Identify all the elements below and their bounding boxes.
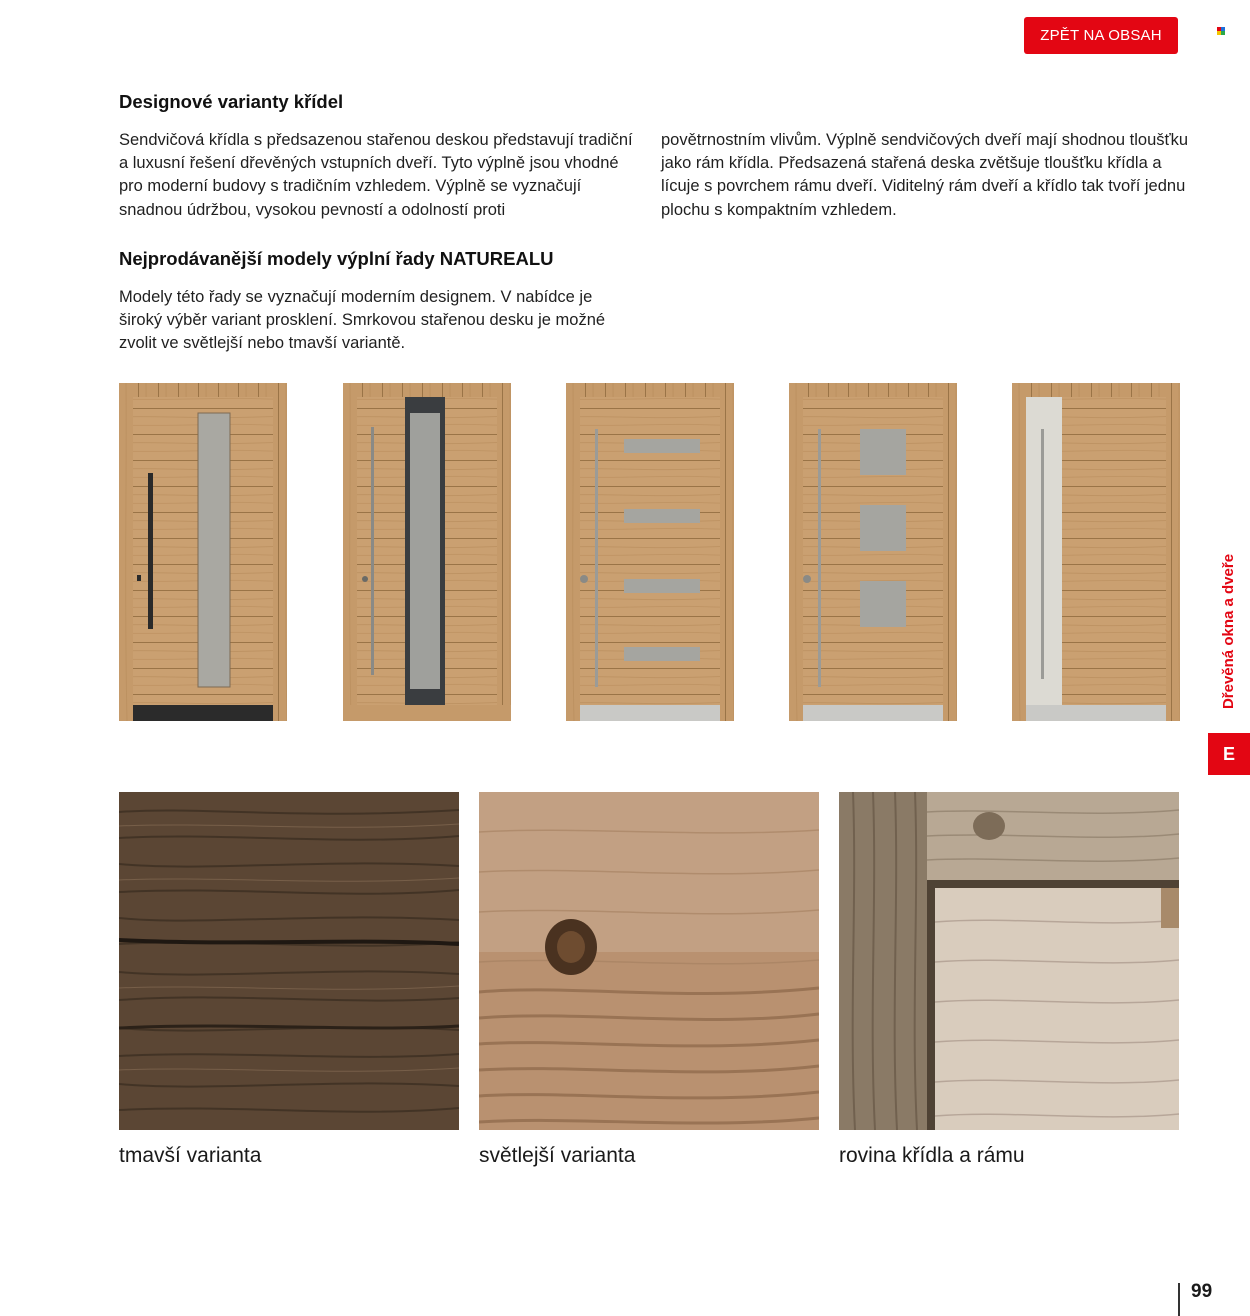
- design-paragraph-left: Sendvičová křídla s předsazenou stařenou deskou představují tradiční a luxusní řešení dřevěných vstupních dveří. Tyto výplně jsou vhodné pro moderní budovy s tradičním vzhledem. Výplně se vyznačují snadnou údržbou, vysokou pevností a odolností proti: [119, 131, 633, 219]
- door-model-4: [789, 383, 957, 721]
- swatch-dark-variant: [119, 792, 459, 1130]
- chapter-letter-tab[interactable]: E: [1208, 733, 1250, 775]
- door-model-2: [343, 383, 511, 721]
- caption-dark-variant: tmavší varianta: [119, 1144, 262, 1167]
- caption-light-variant: světlejší varianta: [479, 1144, 636, 1167]
- design-paragraph-right: povětrnostním vlivům. Výplně sendvičových dveří mají shodnou tloušťku jako rám křídla. Předsazená stařená deska zvětšuje tloušťku křídla a lícuje s povrchem rámu dveří. Viditelný rám dveří a křídlo tak tvoří jednu plochu s kompaktním vzhledem.: [661, 131, 1189, 219]
- door-model-1: [119, 383, 287, 721]
- page-number-divider: [1178, 1283, 1180, 1316]
- color-mark-icon: [1217, 27, 1225, 35]
- swatch-frame-flush: [839, 792, 1179, 1130]
- section-title-bestsellers: Nejprodávanější modely výplní řady NATUREALU: [119, 248, 554, 269]
- bestsellers-paragraph: Modely této řady se vyznačují moderním designem. V nabídce je široký výběr variant prosklení. Smrkovou stařenou desku je možné zvolit ve světlejší nebo tmavší variantě.: [119, 288, 606, 353]
- door-model-5: [1012, 383, 1180, 721]
- caption-frame-flush: rovina křídla a rámu: [839, 1144, 1025, 1167]
- section-title-design: Designové varianty křídel: [119, 91, 344, 112]
- swatch-light-variant: [479, 792, 819, 1130]
- back-to-contents-button[interactable]: ZPĚT NA OBSAH: [1024, 17, 1178, 54]
- chapter-side-label-text: Dřevěná okna a dveře: [1220, 553, 1238, 709]
- chapter-side-label[interactable]: [1208, 545, 1250, 717]
- door-model-3: [566, 383, 734, 721]
- page-number: 99: [1191, 1281, 1213, 1302]
